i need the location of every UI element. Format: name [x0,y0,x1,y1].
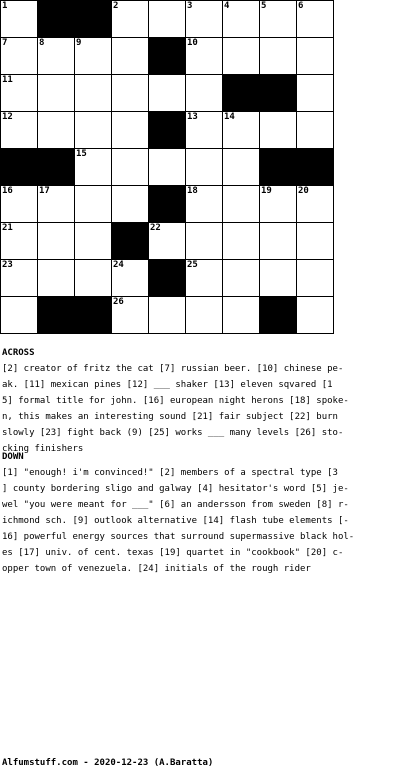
grid-block [37,296,75,334]
clue-number: 6 [298,1,304,11]
grid-cell[interactable] [74,74,112,112]
across-heading: ACROSS [2,348,35,358]
grid-cell[interactable] [296,222,334,260]
grid-cell[interactable] [111,37,149,75]
grid-cell[interactable] [37,185,75,223]
grid-cell[interactable] [185,222,223,260]
clue-number: 1 [2,1,8,11]
clue-number: 9 [76,38,82,48]
grid-cell[interactable] [148,222,186,260]
grid-cell[interactable] [74,111,112,149]
grid-cell[interactable] [0,185,38,223]
footer-credit: Alfumstuff.com - 2020-12-23 (A.Baratta) [2,758,214,768]
grid-cell[interactable] [0,222,38,260]
grid-block [259,296,297,334]
grid-cell[interactable] [185,185,223,223]
clue-number: 14 [224,112,235,122]
grid-cell[interactable] [296,259,334,297]
grid-cell[interactable] [74,148,112,186]
clue-number: 3 [187,1,193,11]
grid-block [74,0,112,38]
clue-number: 22 [150,223,161,233]
grid-cell[interactable] [259,111,297,149]
across-clues [2,345,398,457]
grid-cell[interactable] [111,148,149,186]
grid-cell[interactable] [222,259,260,297]
grid-cell[interactable] [111,259,149,297]
grid-cell[interactable] [185,74,223,112]
grid-block [74,296,112,334]
clue-number: 2 [113,1,119,11]
grid-block [296,148,334,186]
grid-cell[interactable] [185,148,223,186]
clue-number: 8 [39,38,45,48]
grid-cell[interactable] [74,185,112,223]
grid-cell[interactable] [0,259,38,297]
clue-number: 26 [113,297,124,307]
clue-number: 25 [187,260,198,270]
clue-number: 19 [261,186,272,196]
across-clue-text: [2] creator of fritz the cat [7] russian beer. [10] chinese pe- ak. [11] mexican pines [12] ___ shaker [13] eleven sqvared [1 5] formal title for john. [16] european night herons [18] spoke- n, this makes an interesting sound [21] fair subject [22] burn slowly [23] fight back (9) [25] works ___ many levels [26] sto- cking finishers [2,364,349,454]
clue-number: 5 [261,1,267,11]
grid-cell[interactable] [185,296,223,334]
grid-cell[interactable] [111,0,149,38]
grid-cell[interactable] [296,37,334,75]
grid-cell[interactable] [0,37,38,75]
grid-cell[interactable] [259,185,297,223]
clue-number: 7 [2,38,8,48]
grid-block [259,74,297,112]
grid-cell[interactable] [148,0,186,38]
grid-cell[interactable] [222,222,260,260]
grid-cell[interactable] [74,222,112,260]
grid-block [37,148,75,186]
grid-cell[interactable] [296,296,334,334]
crossword-grid [0,0,334,334]
grid-block [111,222,149,260]
grid-cell[interactable] [296,0,334,38]
grid-cell[interactable] [37,74,75,112]
clue-number: 4 [224,1,230,11]
grid-cell[interactable] [185,0,223,38]
clue-number: 13 [187,112,198,122]
grid-block [37,0,75,38]
clue-number: 12 [2,112,13,122]
grid-block [148,259,186,297]
clue-number: 21 [2,223,13,233]
grid-cell[interactable] [259,259,297,297]
grid-block [222,74,260,112]
grid-cell[interactable] [111,296,149,334]
grid-cell[interactable] [259,37,297,75]
grid-cell[interactable] [296,111,334,149]
grid-cell[interactable] [222,0,260,38]
clue-number: 17 [39,186,50,196]
grid-cell[interactable] [37,37,75,75]
grid-cell[interactable] [259,222,297,260]
grid-cell[interactable] [148,74,186,112]
grid-cell[interactable] [296,74,334,112]
grid-block [0,148,38,186]
grid-cell[interactable] [0,0,38,38]
down-clue-text: [1] "enough! i'm convinced!" [2] members of a spectral type [3 ] county bordering sligo and galway [4] hesitator's word [5] je- wel "you were meant for ___" [6] an andersson from sweden [8] r- ichmond sch. [9] outlook alternative [14] flash tube elements [- 16] powerful energy sources that surround supermassive black hol- es [17] univ. of cent. texas [19] quartet in "cookbook" [20] c- opper town of venezuela. [24] initials of the rough rider [2,468,355,574]
grid-block [259,148,297,186]
grid-block [148,111,186,149]
grid-cell[interactable] [296,185,334,223]
grid-cell[interactable] [37,259,75,297]
grid-block [148,185,186,223]
clue-number: 15 [76,149,87,159]
grid-cell[interactable] [0,74,38,112]
down-clues [2,449,398,577]
grid-cell[interactable] [148,148,186,186]
grid-cell[interactable] [222,185,260,223]
grid-cell[interactable] [185,37,223,75]
grid-cell[interactable] [222,148,260,186]
clue-number: 11 [2,75,13,85]
grid-cell[interactable] [0,111,38,149]
grid-cell[interactable] [185,259,223,297]
clue-number: 24 [113,260,124,270]
grid-cell[interactable] [74,37,112,75]
grid-cell[interactable] [37,222,75,260]
grid-cell[interactable] [0,296,38,334]
down-heading: DOWN [2,452,24,462]
grid-cell[interactable] [222,296,260,334]
grid-cell[interactable] [37,111,75,149]
grid-cell[interactable] [222,37,260,75]
grid-cell[interactable] [111,185,149,223]
clue-number: 16 [2,186,13,196]
grid-cell[interactable] [222,111,260,149]
grid-cell[interactable] [259,0,297,38]
clue-number: 20 [298,186,309,196]
grid-cell[interactable] [74,259,112,297]
clue-number: 18 [187,186,198,196]
grid-cell[interactable] [111,74,149,112]
grid-cell[interactable] [148,296,186,334]
grid-cell[interactable] [185,111,223,149]
grid-cell[interactable] [111,111,149,149]
clue-number: 23 [2,260,13,270]
clue-number: 10 [187,38,198,48]
grid-block [148,37,186,75]
